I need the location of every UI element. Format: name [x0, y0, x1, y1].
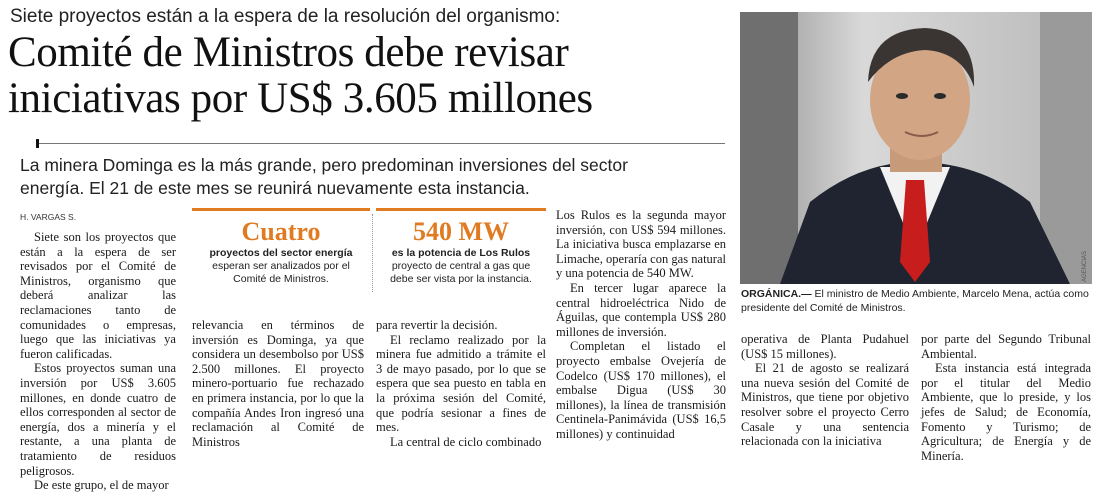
body-column-1 — [20, 230, 176, 493]
factbox-divider — [372, 214, 373, 292]
body-column-2 — [192, 318, 364, 449]
body-column-4 — [556, 208, 726, 442]
factbox-bold: es la potencia de Los Rulos — [391, 247, 531, 259]
paragraph: En tercer lugar aparece la central hidroeléctrica Nido de Águilas, que contempla US$ 280 millones de inversión. — [556, 280, 726, 339]
minister-photo — [740, 12, 1092, 284]
factbox-number: 540 MW — [412, 217, 510, 246]
paragraph: Los Rulos es la segunda mayor inversión, con US$ 594 millones. La iniciativa busca emplazarse en Limache, operaría con gas natural y una potencia de 540 MW. — [556, 208, 726, 281]
body-column-5 — [741, 332, 909, 449]
caption-text: El ministro de Medio Ambiente, Marcelo Mena, actúa como presidente del Comité de Ministros. — [741, 288, 1089, 314]
paragraph: relevancia en términos de inversión es Dominga, ya que considera un desembolso por US$ 2.500 millones. El proyecto minero-portuario fue rechazado en primera instancia, por lo que la compañía Andes Iron ingresó una reclamación al Comité de Ministros — [192, 318, 364, 449]
factbox-desc: proyecto de central a gas que debe ser vista por la instancia. — [390, 260, 532, 285]
factbox-cuatro — [192, 208, 370, 300]
paragraph: Estos proyectos suman una inversión por US$ 3.605 millones, en donde cuatro de ellos corresponden al sector de energía, dos a minería y el restante, a una planta de tratamiento de residuos peligrosos. — [20, 361, 176, 478]
deck-line-2: energía. El 21 de este mes se reunirá nuevamente esta instancia. — [20, 178, 530, 198]
photo-caption — [741, 288, 1091, 315]
byline: H. VARGAS S. — [20, 212, 77, 222]
photo-credit: AGENCIAS — [1082, 250, 1088, 282]
rule-marker — [36, 139, 39, 148]
paragraph: operativa de Planta Pudahuel (US$ 15 millones). — [741, 332, 909, 361]
paragraph: El 21 de agosto se realizará una nueva sesión del Comité de Ministros, que tiene por objetivo resolver sobre el proyecto Cerro Casale y una sentencia relacionada con la iniciativa — [741, 361, 909, 449]
factbox-text — [376, 247, 546, 286]
paragraph: Esta instancia está integrada por el titular del Medio Ambiente, que lo preside, y los jefes de Salud; de Economía, Fomento y Turismo; de Agricultura; de Energía y de Minería. — [921, 361, 1091, 463]
paragraph: Completan el listado el proyecto embalse Ovejería de Codelco (US$ 170 millones), el embalse Digua (US$ 30 millones), la línea de transmisión Centinela-Panimávida (US$ 16,5 millones) y continuidad — [556, 339, 726, 441]
paragraph: El reclamo realizado por la minera fue admitido a trámite el 3 de mayo pasado, por lo que se espera que sea puesto en tabla en la próxima sesión del Comité, que podría sesionar a fines de mes. — [376, 332, 546, 435]
factbox-bold: proyectos del sector energía — [209, 247, 353, 259]
body-column-6 — [921, 332, 1091, 463]
headline-rule — [36, 143, 725, 144]
paragraph: La central de ciclo combinado — [390, 434, 542, 449]
headline-line-1: Comité de Ministros debe revisar — [8, 29, 569, 76]
caption-lead: ORGÁNICA.— — [741, 288, 812, 300]
article-deck — [20, 154, 740, 200]
paragraph: Siete son los proyectos que están a la espera de ser revisados por el Comité de Ministros, organismo que deberá analizar las reclamaciones tanto de comunidades o empresas, luego que las iniciativas ya fueron calificadas. — [20, 230, 176, 361]
portrait-illustration — [740, 12, 1092, 284]
article-kicker: Siete proyectos están a la espera de la resolución del organismo: — [10, 6, 561, 27]
factbox-540mw — [376, 208, 546, 300]
factbox-number: Cuatro — [241, 217, 321, 246]
headline-line-2: iniciativas por US$ 3.605 millones — [8, 75, 593, 122]
factbox-text — [192, 247, 370, 286]
paragraph: por parte del Segundo Tribunal Ambiental. — [921, 332, 1091, 361]
factbox-desc: esperan ser analizados por el Comité de Ministros. — [212, 260, 350, 285]
deck-line-1: La minera Dominga es la más grande, pero predominan inversiones del sector — [20, 155, 628, 175]
paragraph: De este grupo, el de mayor — [34, 478, 169, 493]
article-headline — [8, 30, 733, 122]
body-column-3 — [376, 318, 546, 449]
paragraph: para revertir la decisión. — [376, 318, 498, 332]
